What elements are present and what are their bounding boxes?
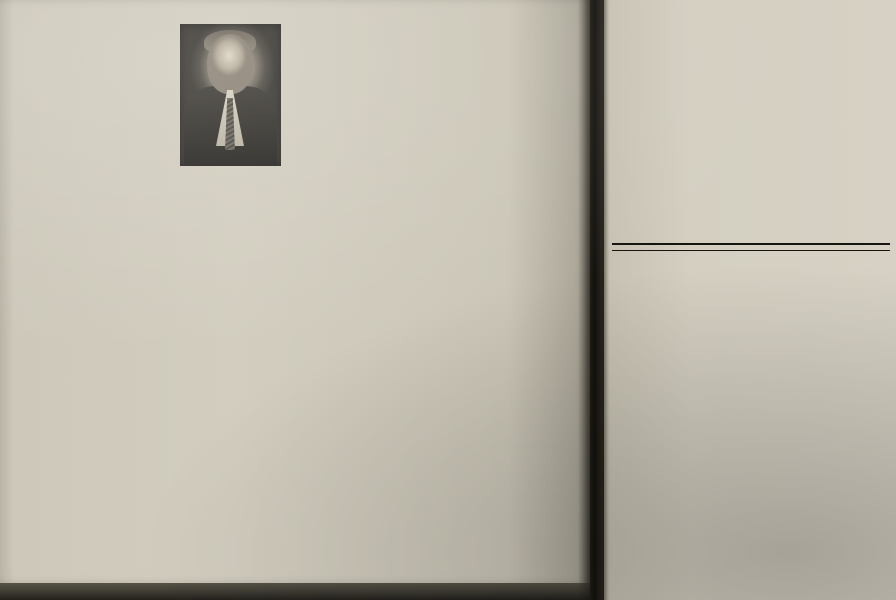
preparatory-school-directory bbox=[612, 243, 890, 255]
photo-head bbox=[207, 34, 253, 94]
right-page bbox=[604, 0, 896, 600]
portrait-photo bbox=[180, 24, 281, 166]
directory-rule-under-title bbox=[612, 250, 890, 252]
directory-rule-top bbox=[612, 243, 890, 245]
